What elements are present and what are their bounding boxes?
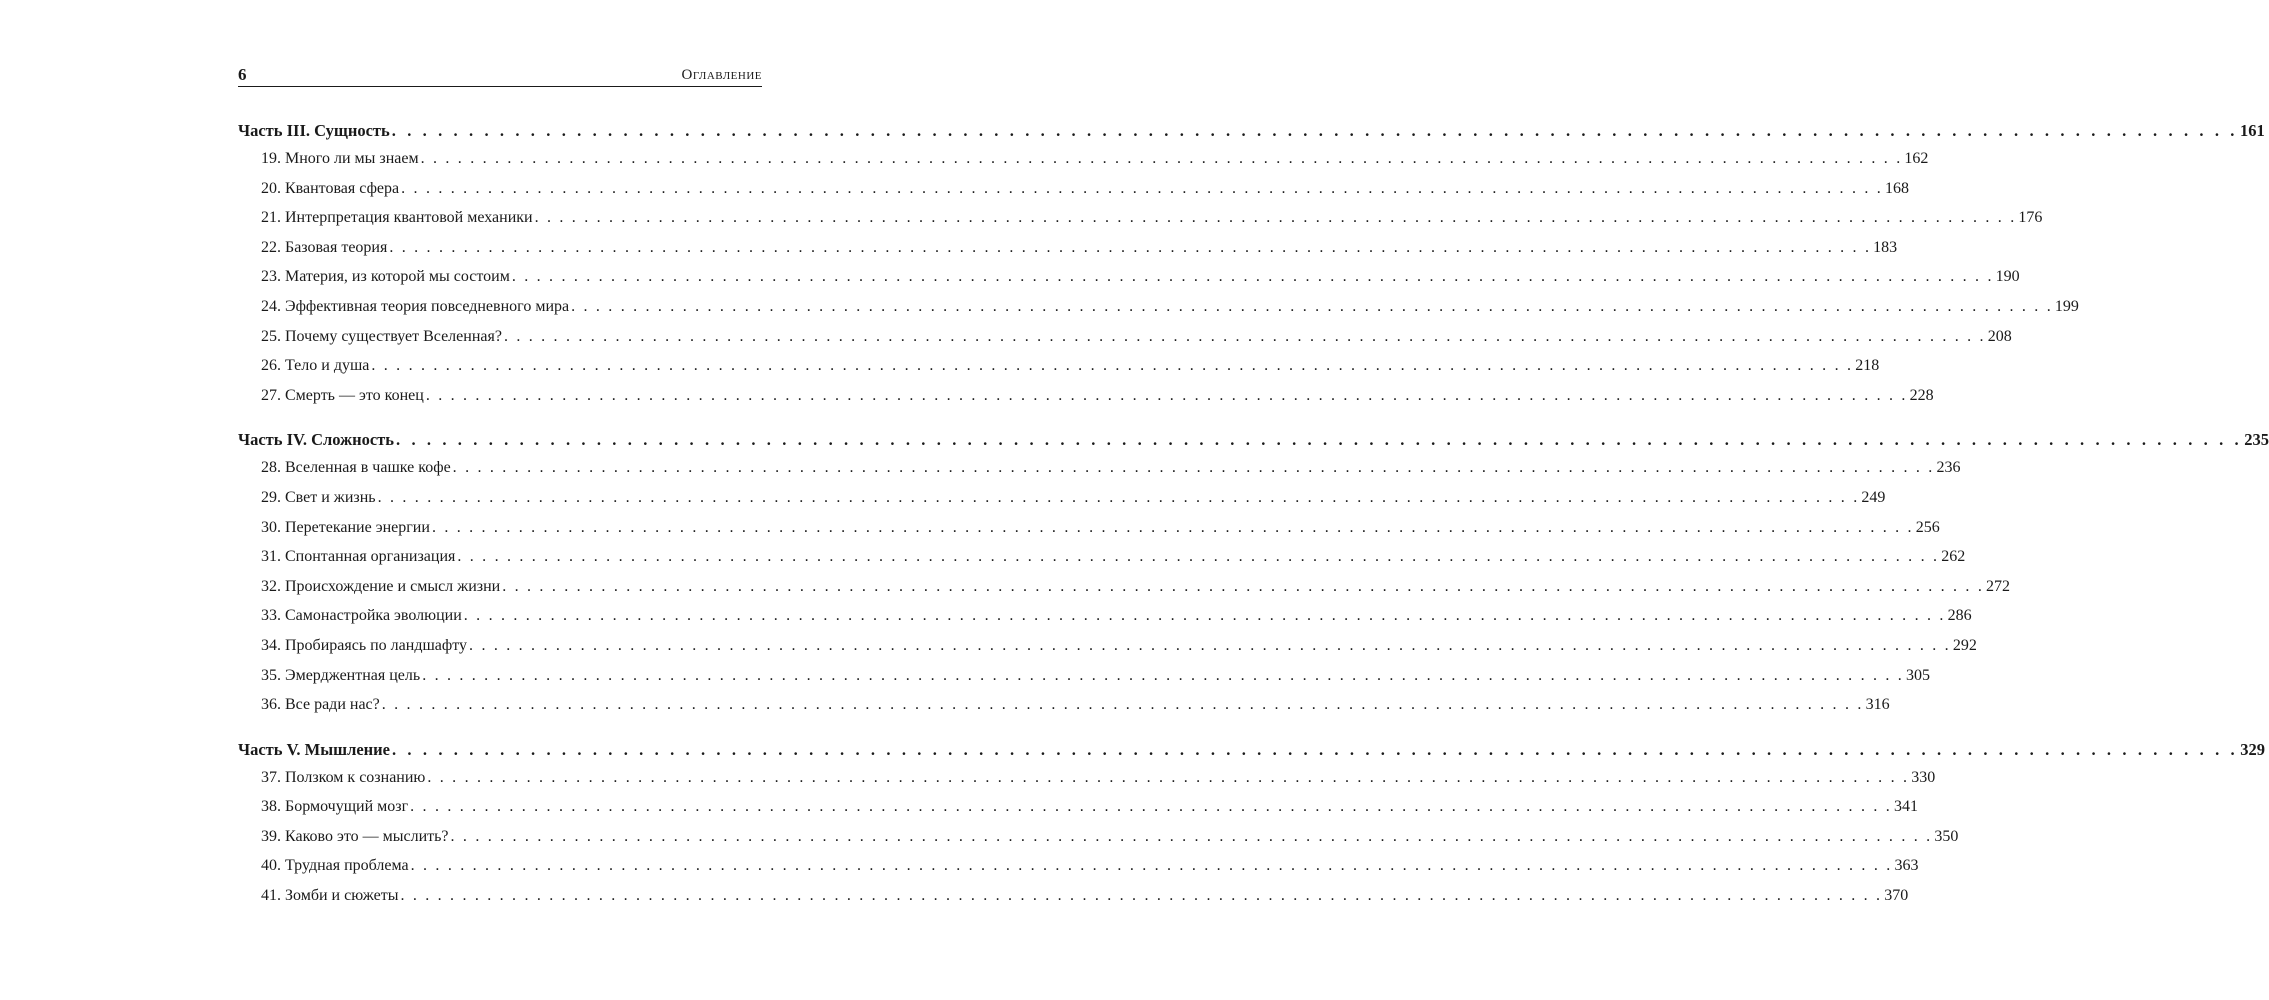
- dot-leader: . . . . . . . . . . . . . . . . . . . . . . . . . . . . . . . . . . . . . . . . . . . . . . . . . . . . . . . . . . . . . . . . . . . . . . . . . . . . . . . . . . . . . . . . . . . . . . . . . . . . . . . . . . . . . . . . . . . . . . . .: [391, 121, 2239, 140]
- toc-entry: [238, 881, 1909, 911]
- toc-entry: [238, 453, 1961, 483]
- dot-leader: . . . . . . . . . . . . . . . . . . . . . . . . . . . . . . . . . . . . . . . . . . . . . . . . . . . . . . . . . . . . . . . . . . . . . . . . . . . . . . . . . . . . . . . . . . . . . . . . . . . . . . . . . . . . . . . . . . . . . . . .: [427, 768, 1910, 786]
- chapter-title: 35. Эмерджентная цель: [261, 666, 421, 684]
- dot-leader: . . . . . . . . . . . . . . . . . . . . . . . . . . . . . . . . . . . . . . . . . . . . . . . . . . . . . . . . . . . . . . . . . . . . . . . . . . . . . . . . . . . . . . . . . . . . . . . . . . . . . . . . . . . . . . . . . . . . . . . .: [534, 209, 2017, 227]
- toc-entry: [238, 601, 1972, 631]
- dot-leader: . . . . . . . . . . . . . . . . . . . . . . . . . . . . . . . . . . . . . . . . . . . . . . . . . . . . . . . . . . . . . . . . . . . . . . . . . . . . . . . . . . . . . . . . . . . . . . . . . . . . . . . . . . . . . . . . . . . . . . . .: [511, 268, 1994, 286]
- chapter-title: 41. Зомби и сюжеты: [261, 887, 399, 905]
- chapter-title: 25. Почему существует Вселенная?: [261, 327, 502, 345]
- toc-entry: [238, 203, 2043, 233]
- dot-leader: . . . . . . . . . . . . . . . . . . . . . . . . . . . . . . . . . . . . . . . . . . . . . . . . . . . . . . . . . . . . . . . . . . . . . . . . . . . . . . . . . . . . . . . . . . . . . . . . . . . . . . . . . . . . . . . . . . . . . . . .: [469, 636, 1951, 654]
- chapter-title: 29. Свет и жизнь: [261, 488, 376, 506]
- dot-leader: . . . . . . . . . . . . . . . . . . . . . . . . . . . . . . . . . . . . . . . . . . . . . . . . . . . . . . . . . . . . . . . . . . . . . . . . . . . . . . . . . . . . . . . . . . . . . . . . . . . . . . . . . . . . . . . . . . . . . . . .: [420, 150, 1903, 167]
- dot-leader: . . . . . . . . . . . . . . . . . . . . . . . . . . . . . . . . . . . . . . . . . . . . . . . . . . . . . . . . . . . . . . . . . . . . . . . . . . . . . . . . . . . . . . . . . . . . . . . . . . . . . . . . . . . . . . . . . . . . . . . .: [503, 327, 1986, 345]
- page-ref: 161: [2240, 121, 2265, 140]
- dot-leader: . . . . . . . . . . . . . . . . . . . . . . . . . . . . . . . . . . . . . . . . . . . . . . . . . . . . . . . . . . . . . . . . . . . . . . . . . . . . . . . . . . . . . . . . . . . . . . . . . . . . . . . . . . . . . . . . . . . . . . . .: [371, 357, 1854, 375]
- page-ref: 305: [1906, 666, 1930, 684]
- toc-part: [238, 736, 2266, 911]
- chapter-title: 34. Пробираясь по ландшафту: [261, 636, 468, 654]
- page-ref: 341: [1893, 798, 1918, 816]
- dot-leader: . . . . . . . . . . . . . . . . . . . . . . . . . . . . . . . . . . . . . . . . . . . . . . . . . . . . . . . . . . . . . . . . . . . . . . . . . . . . . . . . . . . . . . . . . . . . . . . . . . . . . . . . . . . . . . . . . . . . . . . .: [422, 666, 1904, 684]
- dot-leader: . . . . . . . . . . . . . . . . . . . . . . . . . . . . . . . . . . . . . . . . . . . . . . . . . . . . . . . . . . . . . . . . . . . . . . . . . . . . . . . . . . . . . . . . . . . . . . . . . . . . . . . . . . . . . . . . . . . . . . . .: [502, 577, 1985, 595]
- page-ref: 183: [1873, 238, 1898, 256]
- chapter-title: 20. Квантовая сфера: [261, 179, 400, 197]
- toc-part: [238, 117, 2265, 410]
- page-ref: 350: [1934, 827, 1959, 845]
- chapter-title: 26. Тело и душа: [261, 357, 370, 375]
- toc-entry: [238, 351, 1880, 381]
- toc-entry: [238, 822, 1959, 852]
- toc-entry: [238, 792, 1918, 822]
- toc-entry: [238, 631, 1977, 661]
- chapter-title: 23. Материя, из которой мы состоим: [261, 268, 510, 286]
- dot-leader: . . . . . . . . . . . . . . . . . . . . . . . . . . . . . . . . . . . . . . . . . . . . . . . . . . . . . . . . . . . . . . . . . . . . . . . . . . . . . . . . . . . . . . . . . . . . . . . . . . . . . . . . . . . . . . . . . . . . . . . .: [425, 386, 1908, 404]
- chapter-title: 31. Спонтанная организация: [261, 548, 456, 566]
- dot-leader: . . . . . . . . . . . . . . . . . . . . . . . . . . . . . . . . . . . . . . . . . . . . . . . . . . . . . . . . . . . . . . . . . . . . . . . . . . . . . . . . . . . . . . . . . . . . . . . . . . . . . . . . . . . . . . . . . . . . . . . .: [401, 179, 1883, 197]
- toc-entry: [238, 381, 1934, 411]
- page-ref: 228: [1909, 386, 1934, 404]
- toc-entry: [238, 763, 1936, 793]
- dot-leader: . . . . . . . . . . . . . . . . . . . . . . . . . . . . . . . . . . . . . . . . . . . . . . . . . . . . . . . . . . . . . . . . . . . . . . . . . . . . . . . . . . . . . . . . . . . . . . . . . . . . . . . . . . . . . . . . . . . . . . . .: [463, 607, 1946, 625]
- toc-entry: [238, 690, 1890, 720]
- chapter-title: 30. Перетекание энергии: [261, 518, 430, 536]
- chapter-title: 28. Вселенная в чашке кофе: [261, 459, 451, 477]
- toc-entry: [238, 292, 2079, 322]
- page-ref: 218: [1855, 357, 1880, 375]
- chapter-title: 22. Базовая теория: [261, 238, 388, 256]
- dot-leader: . . . . . . . . . . . . . . . . . . . . . . . . . . . . . . . . . . . . . . . . . . . . . . . . . . . . . . . . . . . . . . . . . . . . . . . . . . . . . . . . . . . . . . . . . . . . . . . . . . . . . . . . . . . . . . . . . . . . . . . .: [450, 827, 1933, 845]
- chapter-title: 40. Трудная проблема: [261, 857, 409, 875]
- dot-leader: . . . . . . . . . . . . . . . . . . . . . . . . . . . . . . . . . . . . . . . . . . . . . . . . . . . . . . . . . . . . . . . . . . . . . . . . . . . . . . . . . . . . . . . . . . . . . . . . . . . . . . . . . . . . . . . . . . . . . . . .: [457, 548, 1940, 566]
- page-ref: 329: [2240, 739, 2266, 759]
- page-ref: 199: [2054, 297, 2079, 315]
- chapter-title: 36. Все ради нас?: [261, 696, 380, 714]
- toc-entry: [238, 572, 2011, 602]
- dot-leader: . . . . . . . . . . . . . . . . . . . . . . . . . . . . . . . . . . . . . . . . . . . . . . . . . . . . . . . . . . . . . . . . . . . . . . . . . . . . . . . . . . . . . . . . . . . . . . . . . . . . . . . . . . . . . . . . . . . . . . . .: [389, 238, 1872, 256]
- toc-entry: [238, 542, 1966, 572]
- chapter-title: 24. Эффективная теория повседневного мира: [261, 297, 570, 315]
- page-ref: 363: [1894, 857, 1919, 875]
- part-title: Часть III. Сущность: [238, 121, 390, 140]
- toc-part-heading: [238, 426, 2269, 453]
- dot-leader: . . . . . . . . . . . . . . . . . . . . . . . . . . . . . . . . . . . . . . . . . . . . . . . . . . . . . . . . . . . . . . . . . . . . . . . . . . . . . . . . . . . . . . . . . . . . . . . . . . . . . . . . . . . . . . . . . . . . . . . .: [571, 297, 2053, 315]
- page-ref: 249: [1861, 488, 1886, 506]
- dot-leader: . . . . . . . . . . . . . . . . . . . . . . . . . . . . . . . . . . . . . . . . . . . . . . . . . . . . . . . . . . . . . . . . . . . . . . . . . . . . . . . . . . . . . . . . . . . . . . . . . . . . . . . . . . . . . . . . . . . . . . . .: [377, 488, 1860, 506]
- dot-leader: . . . . . . . . . . . . . . . . . . . . . . . . . . . . . . . . . . . . . . . . . . . . . . . . . . . . . . . . . . . . . . . . . . . . . . . . . . . . . . . . . . . . . . . . . . . . . . . . . . . . . . . . . . . . . . . . . . . . . . . .: [400, 887, 1883, 905]
- page-ref: 292: [1952, 636, 1977, 654]
- dot-leader: . . . . . . . . . . . . . . . . . . . . . . . . . . . . . . . . . . . . . . . . . . . . . . . . . . . . . . . . . . . . . . . . . . . . . . . . . . . . . . . . . . . . . . . . . . . . . . . . . . . . . . . . . . . . . . . . . . . . . . . .: [381, 696, 1864, 714]
- table-of-contents: [238, 117, 2269, 927]
- page-ref: 235: [2244, 430, 2269, 450]
- toc-entry: [238, 483, 1886, 513]
- chapter-title: 38. Бормочущий мозг: [261, 798, 409, 816]
- toc-entry: [238, 513, 1940, 543]
- chapter-title: 19. Много ли мы знаем: [261, 150, 419, 167]
- toc-part-heading: [238, 117, 2265, 144]
- toc-part: [238, 426, 2269, 719]
- page-ref: 176: [2018, 209, 2043, 227]
- page-ref: 190: [1995, 268, 2020, 286]
- page-ref: 168: [1884, 179, 1909, 197]
- page-ref: 370: [1884, 887, 1909, 905]
- page-ref: 256: [1915, 518, 1940, 536]
- dot-leader: . . . . . . . . . . . . . . . . . . . . . . . . . . . . . . . . . . . . . . . . . . . . . . . . . . . . . . . . . . . . . . . . . . . . . . . . . . . . . . . . . . . . . . . . . . . . . . . . . . . . . . . . . . . . . . . . . . . . . . . .: [391, 739, 2239, 759]
- page-ref: 272: [1986, 577, 2011, 595]
- chapter-title: 32. Происхождение и смысл жизни: [261, 577, 501, 595]
- page-ref: 316: [1865, 696, 1890, 714]
- dot-leader: . . . . . . . . . . . . . . . . . . . . . . . . . . . . . . . . . . . . . . . . . . . . . . . . . . . . . . . . . . . . . . . . . . . . . . . . . . . . . . . . . . . . . . . . . . . . . . . . . . . . . . . . . . . . . . . . . . . . . . . .: [431, 518, 1914, 536]
- chapter-title: 33. Самонастройка эволюции: [261, 607, 462, 625]
- chapter-title: 39. Каково это — мыслить?: [261, 827, 449, 845]
- chapter-title: 37. Ползком к сознанию: [261, 768, 426, 786]
- page-ref: 208: [1987, 327, 2012, 345]
- page-ref: 236: [1936, 459, 1961, 477]
- dot-leader: . . . . . . . . . . . . . . . . . . . . . . . . . . . . . . . . . . . . . . . . . . . . . . . . . . . . . . . . . . . . . . . . . . . . . . . . . . . . . . . . . . . . . . . . . . . . . . . . . . . . . . . . . . . . . . . . . . . . . . . .: [410, 798, 1892, 816]
- page-number: 6: [238, 65, 247, 84]
- toc-part-heading: [238, 736, 2266, 763]
- toc-entry: [238, 322, 2012, 352]
- page-ref: 286: [1947, 607, 1972, 625]
- page-header: [238, 66, 762, 87]
- toc-entry: [238, 233, 1898, 263]
- running-title: Оглавление: [681, 67, 762, 83]
- chapter-title: 27. Смерть — это конец: [261, 386, 424, 404]
- dot-leader: . . . . . . . . . . . . . . . . . . . . . . . . . . . . . . . . . . . . . . . . . . . . . . . . . . . . . . . . . . . . . . . . . . . . . . . . . . . . . . . . . . . . . . . . . . . . . . . . . . . . . . . . . . . . . . . . . . . . . . . .: [396, 430, 2243, 450]
- part-title: Часть V. Мышление: [238, 739, 390, 759]
- toc-entry: [238, 851, 1919, 881]
- page-ref: 262: [1941, 548, 1966, 566]
- toc-entry: [238, 144, 1929, 174]
- toc-entry: [238, 174, 1909, 204]
- page-ref: 330: [1911, 768, 1936, 786]
- chapter-title: 21. Интерпретация квантовой механики: [261, 209, 533, 227]
- dot-leader: . . . . . . . . . . . . . . . . . . . . . . . . . . . . . . . . . . . . . . . . . . . . . . . . . . . . . . . . . . . . . . . . . . . . . . . . . . . . . . . . . . . . . . . . . . . . . . . . . . . . . . . . . . . . . . . . . . . . . . . .: [410, 857, 1893, 875]
- part-title: Часть IV. Сложность: [238, 430, 394, 450]
- dot-leader: . . . . . . . . . . . . . . . . . . . . . . . . . . . . . . . . . . . . . . . . . . . . . . . . . . . . . . . . . . . . . . . . . . . . . . . . . . . . . . . . . . . . . . . . . . . . . . . . . . . . . . . . . . . . . . . . . . . . . . . .: [452, 459, 1935, 477]
- page-ref: 162: [1904, 150, 1929, 167]
- toc-entry: [238, 262, 2020, 292]
- toc-entry: [238, 661, 1930, 691]
